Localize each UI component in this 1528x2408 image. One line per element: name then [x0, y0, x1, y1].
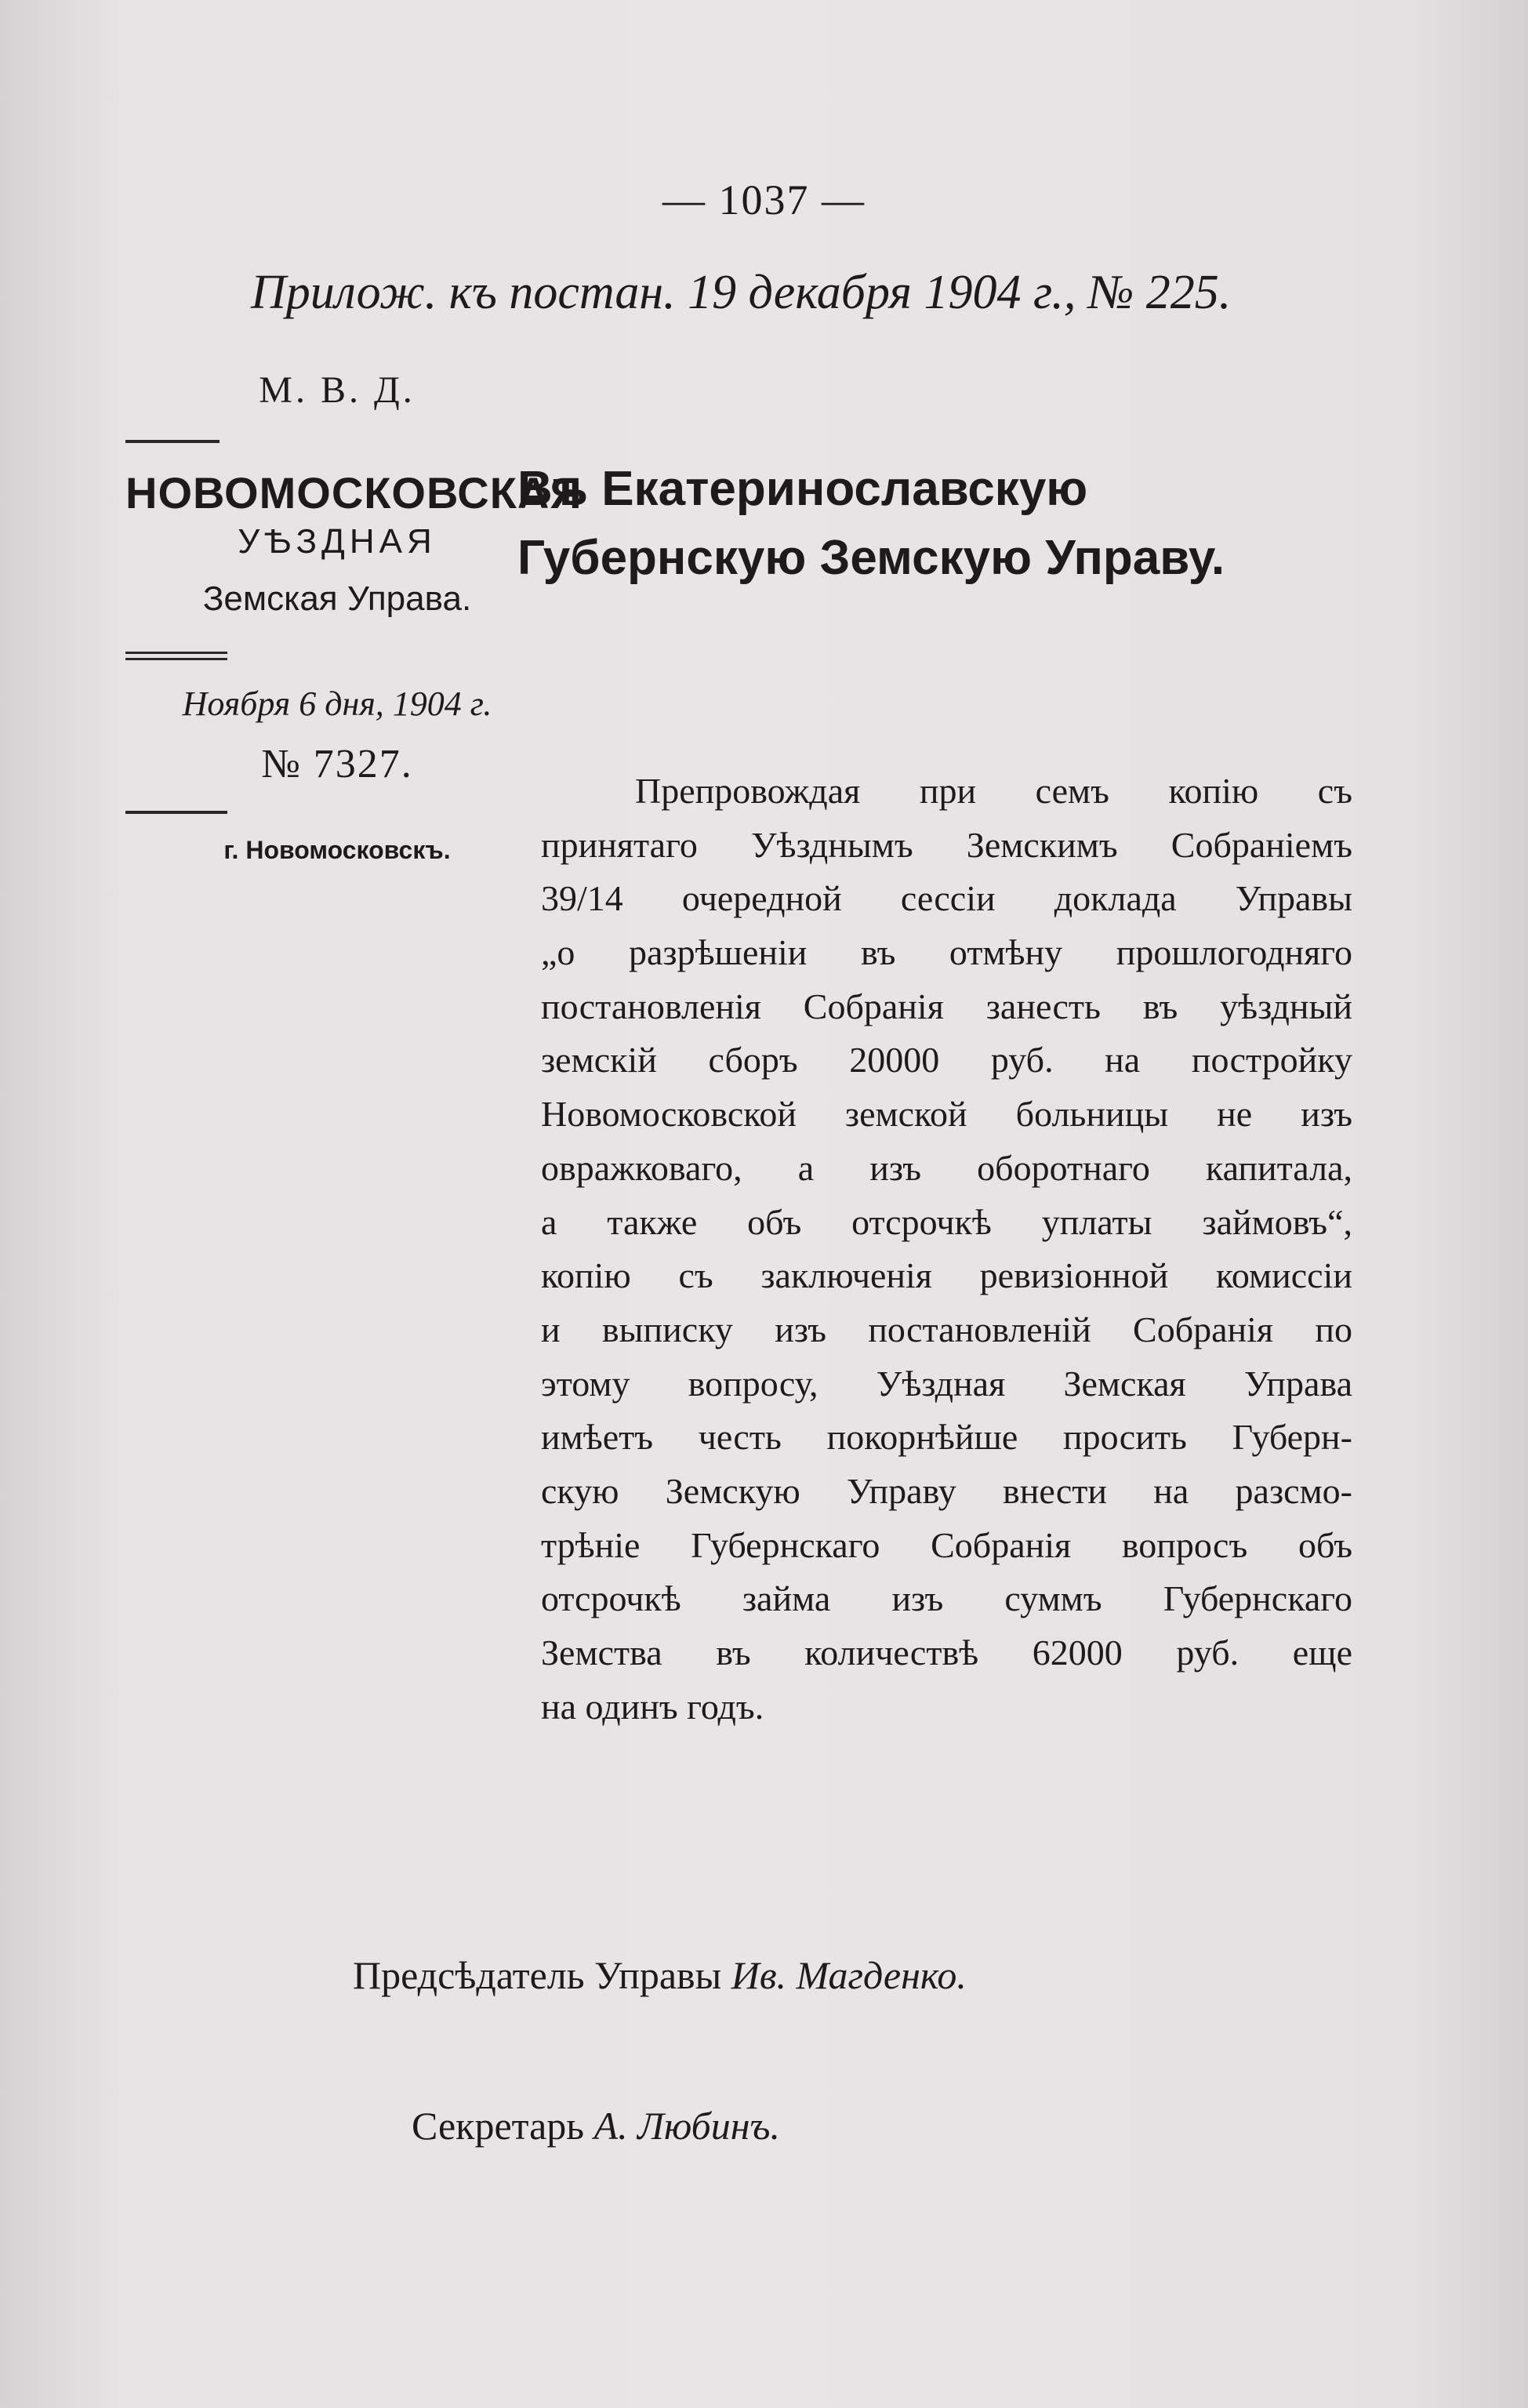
chairman-signature: [353, 1952, 967, 1998]
body-line: овражковаго, а изъ оборотнаго капитала,: [541, 1147, 1352, 1188]
body-line: трѣніе Губернскаго Собранія вопросъ объ: [541, 1524, 1352, 1565]
letter-body: [541, 765, 1352, 1734]
body-line: а также объ отсрочкѣ уплаты займовъ“,: [541, 1201, 1352, 1242]
chairman-name: Ив. Магденко.: [731, 1953, 967, 1997]
appendix-note: Прилож. къ постан. 19 декабря 1904 г., № 225.: [251, 266, 1232, 319]
letter-date: Ноября 6 дня, 1904 г.: [182, 685, 492, 723]
body-line: Препровождая при семъ копію съ: [635, 771, 1352, 811]
ministry-abbrev: М. В. Д.: [259, 369, 416, 411]
divider: [125, 440, 220, 443]
body-line: постановленія Собранія занесть въ уѣздный: [541, 986, 1352, 1026]
letter-number: № 7327.: [261, 742, 413, 786]
body-line: скую Земскую Управу внести на разсмо-: [541, 1470, 1352, 1511]
letterhead: [125, 369, 583, 865]
org-type: УѢЗДНАЯ: [238, 522, 437, 561]
body-line: принятаго Уѣзднымъ Земскимъ Собраніемъ: [541, 824, 1352, 865]
secretary-signature: [412, 2103, 780, 2148]
body-line: и выписку изъ постановленій Собранія по: [541, 1309, 1352, 1349]
body-line: на одинъ годъ.: [541, 1686, 764, 1727]
body-line: копію съ заключенія ревизіонной комиссіи: [541, 1255, 1352, 1296]
body-line: имѣетъ честь покорнѣйше просить Губерн-: [541, 1417, 1352, 1458]
body-line: 39/14 очередной сессіи доклада Управы: [541, 878, 1352, 919]
body-line: отсрочкѣ займа изъ суммъ Губернскаго: [541, 1578, 1352, 1619]
org-board: Земская Управа.: [202, 579, 472, 618]
body-line: Новомосковской земской больницы не изъ: [541, 1094, 1352, 1135]
double-divider: [125, 652, 227, 654]
body-line: Земства въ количествѣ 62000 руб. еще: [541, 1633, 1352, 1673]
org-name: НОВОМОСКОВСКАЯ: [125, 468, 583, 518]
divider: [125, 811, 227, 814]
town-name: г. Новомосковскъ.: [223, 836, 451, 864]
page-number: — 1037 —: [662, 176, 866, 223]
secretary-name: А. Любинъ.: [593, 2104, 780, 2148]
chairman-role: Предсѣдатель Управы: [353, 1953, 722, 1997]
secretary-role: Секретарь: [412, 2104, 585, 2148]
body-line: этому вопросу, Уѣздная Земская Управа: [541, 1363, 1352, 1404]
addressee: Въ Екатеринославскую Губернскую Земскую Управу.: [517, 462, 1225, 585]
body-line: „о разрѣшеніи въ отмѣну прошлогодняго: [541, 932, 1352, 973]
body-line: земскій сборъ 20000 руб. на постройку: [541, 1040, 1352, 1081]
